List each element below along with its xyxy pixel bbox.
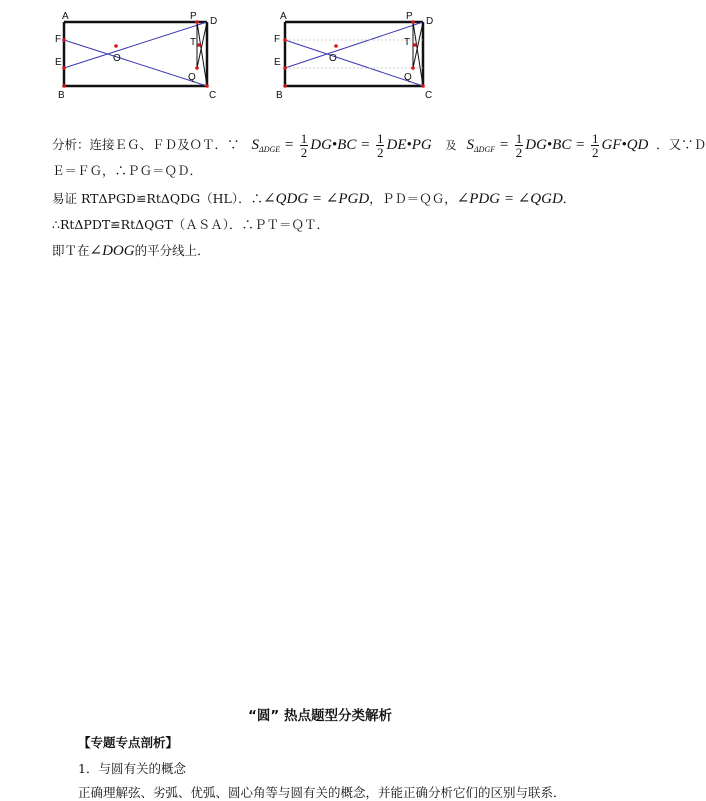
label-D: D — [426, 16, 434, 27]
denominator: 2 — [376, 145, 384, 160]
analysis-line-4: ∴RtΔPDT≌RtΔQGT（ＡＳＡ）．∴ＰＴ＝ＱＴ． — [52, 217, 329, 232]
s-subscript: ΔDGE — [259, 144, 281, 154]
denominator: 2 — [300, 145, 308, 160]
s-subscript: ΔDGF — [473, 144, 496, 154]
label-B: B — [276, 90, 283, 101]
term: DE•PG — [386, 136, 432, 153]
numerator: 1 — [515, 131, 523, 146]
denominator: 2 — [515, 145, 523, 160]
line-ED — [285, 22, 423, 68]
s-symbol: S — [466, 136, 474, 153]
label-Q: Q — [188, 72, 196, 83]
line-ED — [64, 22, 207, 68]
label-P: P — [406, 11, 413, 22]
label-P: P — [190, 11, 197, 22]
point-Q — [411, 66, 415, 70]
line-FC — [64, 40, 207, 86]
label-E: E — [55, 57, 62, 68]
point-E — [283, 66, 287, 70]
fraction-half — [376, 132, 385, 159]
point-F — [283, 38, 287, 42]
term: GF•QD — [601, 136, 649, 153]
point-C — [205, 84, 209, 88]
formula-s-dge — [251, 131, 436, 160]
point-O — [334, 44, 338, 48]
equals-sign: = — [498, 136, 509, 153]
list-item-1: 1．与圆有关的概念 — [78, 761, 186, 776]
s-symbol: S — [251, 136, 259, 153]
numerator: 1 — [591, 131, 599, 146]
text: ，ＰＤ＝ＱＧ， — [369, 191, 457, 206]
fraction-half — [591, 132, 600, 159]
text: 即Ｔ在 — [52, 243, 90, 258]
analysis-line-3 — [52, 191, 575, 207]
point-B — [62, 84, 66, 88]
label-Q: Q — [404, 72, 412, 83]
section-label: 【专题专点剖析】 — [78, 735, 179, 750]
point-Q — [195, 66, 199, 70]
point-C — [421, 84, 425, 88]
analysis-tail: ．又∵Ｄ — [656, 136, 706, 152]
point-E — [62, 66, 66, 70]
text: 易证 RTΔPGD≌RtΔQDG（HL）．∴ — [52, 191, 264, 206]
equals-sign: = — [283, 136, 295, 153]
analysis-line-5 — [52, 243, 210, 259]
text: ． — [562, 191, 576, 206]
item-1-text: 正确理解弦、劣弧、优弧、圆心角等与圆有关的概念，并能正确分析它们的区别与联系． — [78, 785, 566, 800]
label-A: A — [280, 11, 287, 22]
line-PC — [413, 22, 423, 86]
line-FC — [285, 40, 423, 86]
label-T: T — [404, 37, 411, 48]
fraction-half — [515, 132, 524, 159]
formula-s-dgf — [466, 131, 652, 160]
point-T — [413, 43, 417, 47]
angle-equation: ∠QDG = ∠PGD — [263, 191, 370, 207]
numerator: 1 — [300, 131, 308, 146]
analysis-lead: 分析：连接ＥＧ、ＦＤ及ＯＴ．∵ — [52, 136, 240, 152]
label-O: O — [329, 53, 337, 64]
term: DG•BC = — [525, 136, 586, 153]
fraction-half — [300, 132, 309, 159]
label-D: D — [210, 16, 218, 27]
label-C: C — [425, 90, 433, 101]
angle-dog: ∠DOG — [89, 243, 135, 259]
label-E: E — [274, 57, 281, 68]
point-T — [197, 43, 201, 47]
label-O: O — [113, 53, 121, 64]
label-T: T — [190, 37, 197, 48]
label-A: A — [62, 11, 69, 22]
point-B — [283, 84, 287, 88]
label-F: F — [274, 34, 281, 45]
geometry-figure-left — [52, 8, 232, 100]
denominator: 2 — [591, 145, 599, 160]
label-B: B — [58, 90, 65, 101]
and-word: 及 — [445, 138, 457, 152]
point-O — [114, 44, 118, 48]
point-F — [62, 38, 66, 42]
geometry-figure-right — [268, 8, 448, 100]
analysis-line-2: Ｅ＝ＦＧ，∴ＰＧ＝ＱＤ． — [52, 163, 203, 178]
angle-equation: ∠PDG = ∠QGD — [456, 191, 563, 207]
term: DG•BC = — [310, 136, 371, 153]
label-F: F — [55, 34, 62, 45]
numerator: 1 — [376, 131, 384, 146]
text: 的平分线上． — [134, 243, 210, 258]
section-heading: “圆” 热点题型分类解析 — [248, 708, 392, 724]
analysis-line-1 — [52, 132, 706, 159]
label-C: C — [209, 90, 217, 101]
line-PC — [197, 22, 207, 86]
